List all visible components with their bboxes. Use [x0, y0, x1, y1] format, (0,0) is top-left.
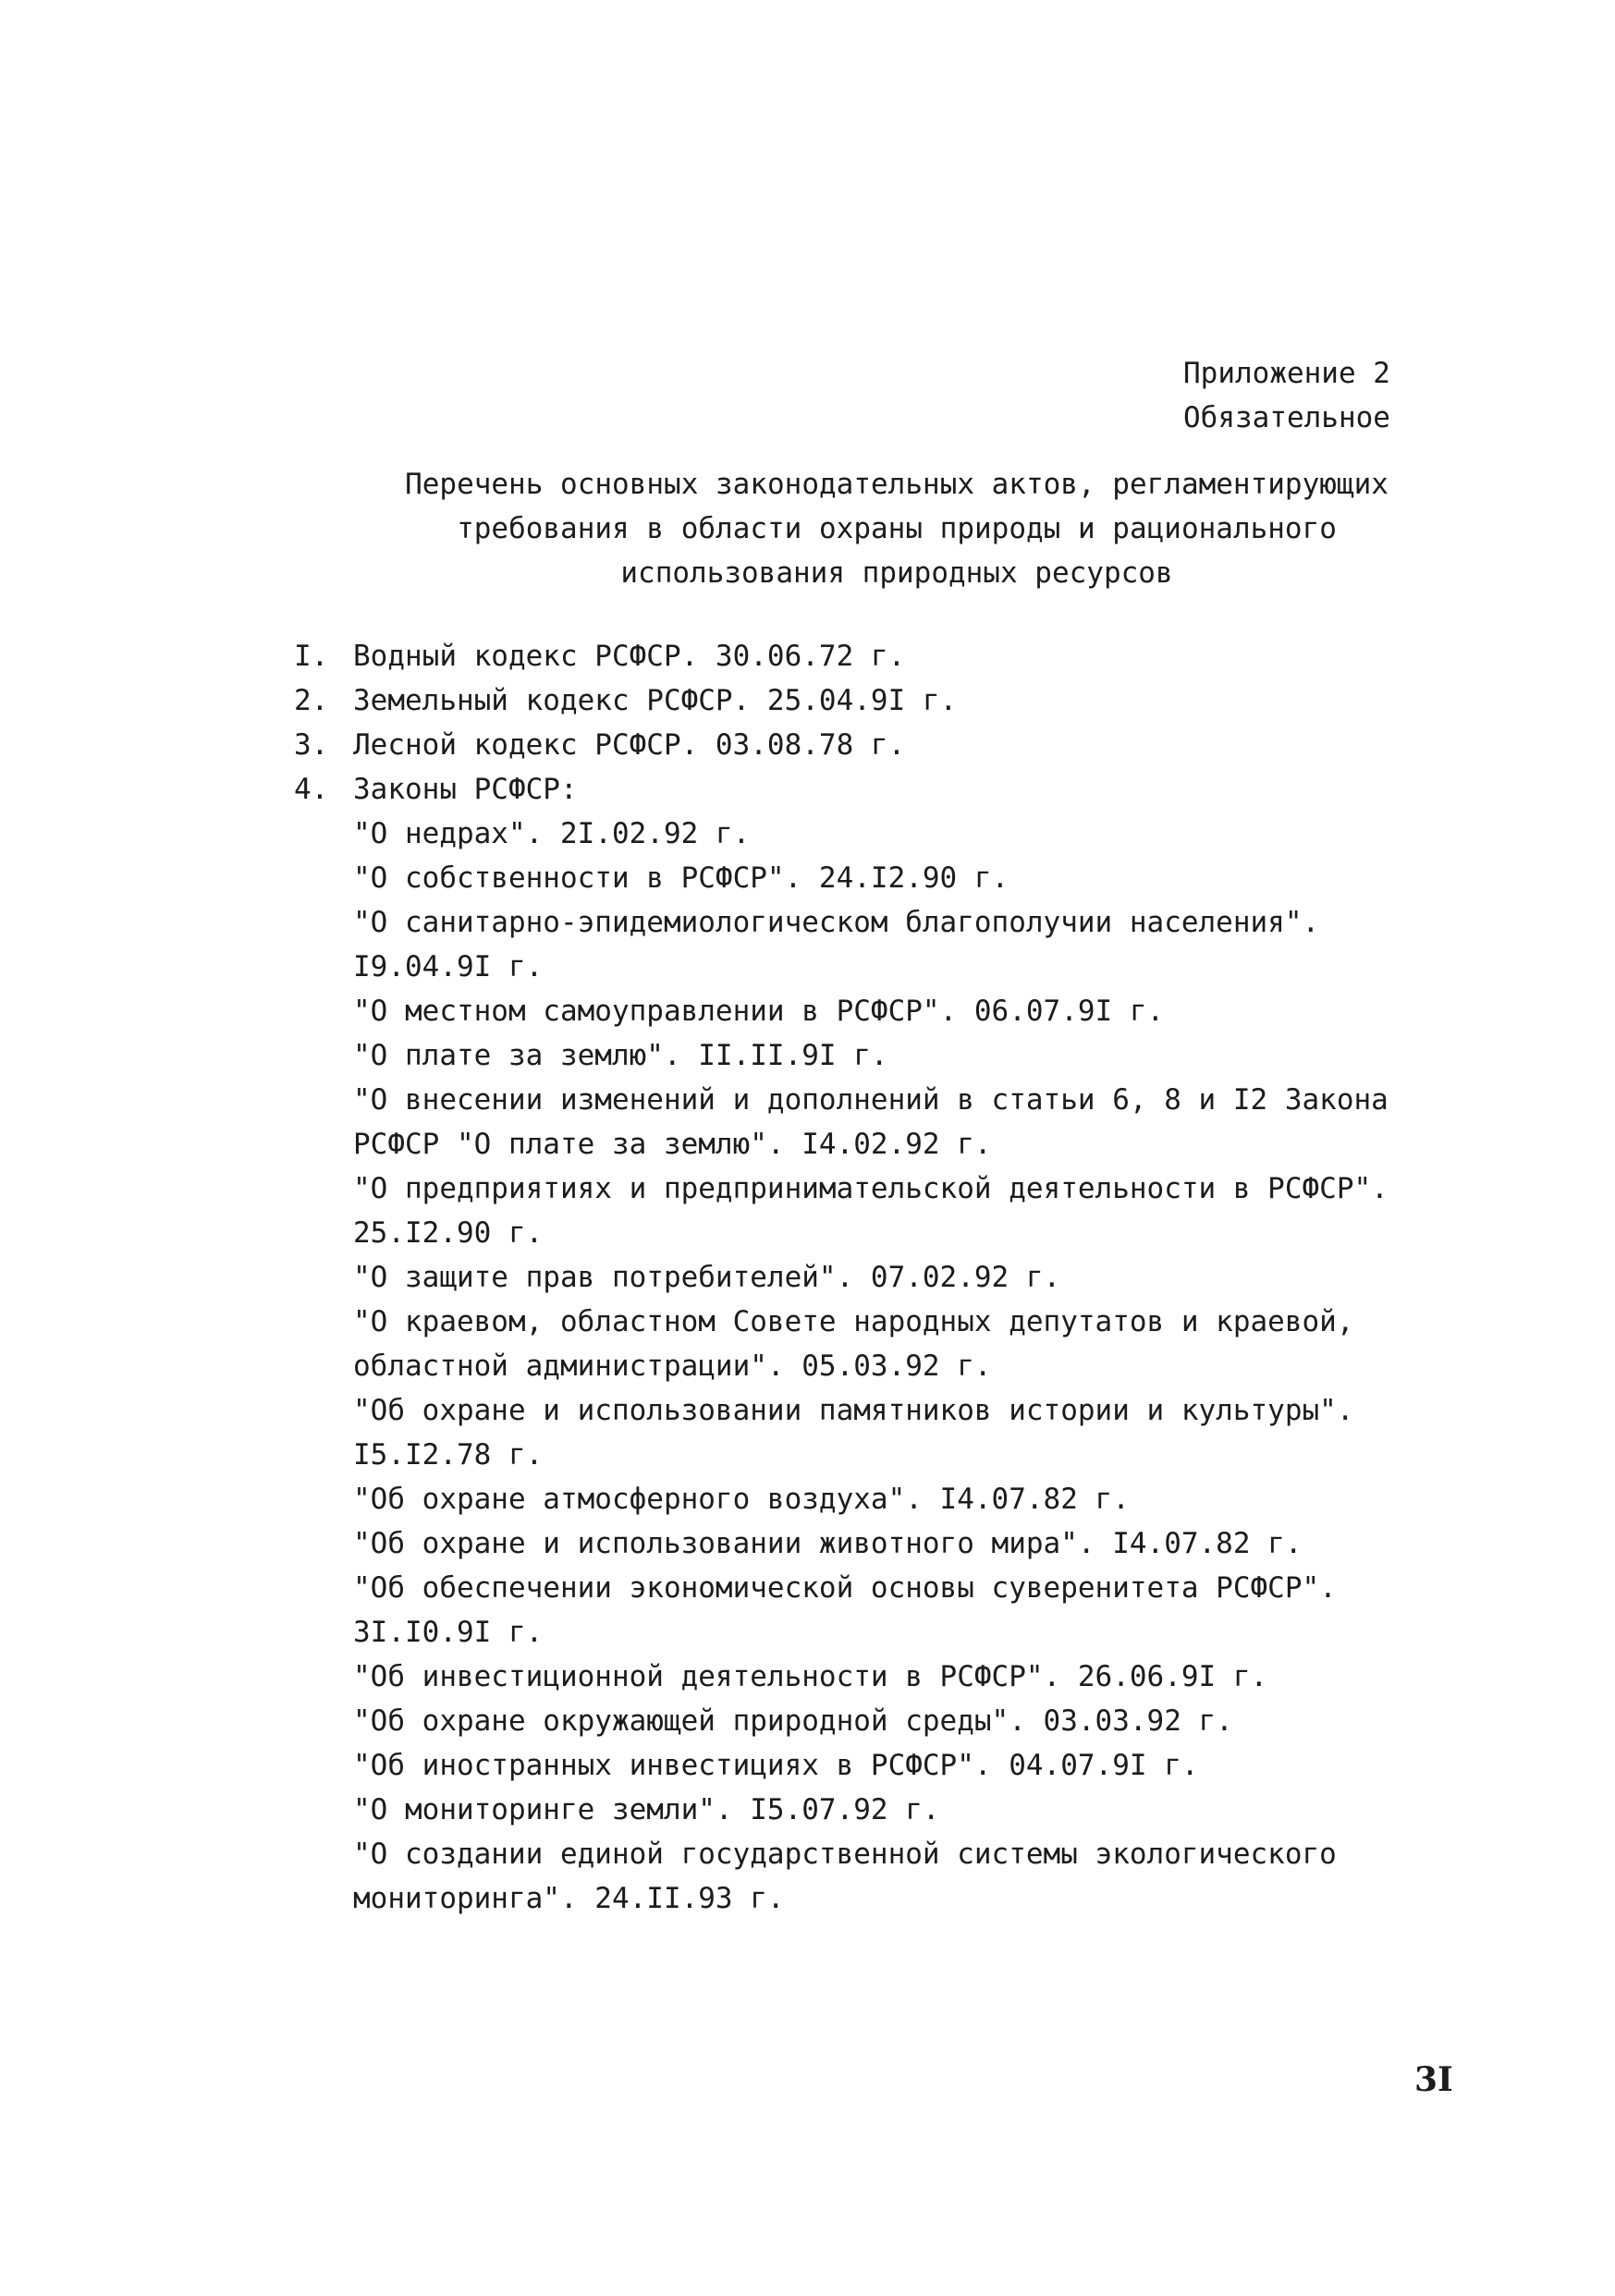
annex-label: Приложение 2	[1183, 357, 1390, 390]
title-line-3: использования природных ресурсов	[620, 556, 1173, 590]
law-entry	[353, 1832, 1496, 1921]
law-title: "Об охране окружающей природной среды". 03.03.92 г.	[353, 1704, 1233, 1738]
page-number: 3I	[1414, 2060, 1453, 2099]
item-number: I.	[294, 640, 329, 673]
law-entry	[353, 1255, 1496, 1300]
laws-list	[294, 812, 1496, 1921]
law-continuation: I9.04.9I г.	[353, 950, 544, 983]
law-continuation: мониторинга". 24.II.93 г.	[353, 1882, 785, 1915]
law-entry	[353, 856, 1496, 900]
law-title: "О краевом, областном Совете народных депутатов и краевой,	[353, 1305, 1354, 1338]
law-title: "О мониторинге земли". I5.07.92 г.	[353, 1793, 940, 1826]
law-entry	[353, 812, 1496, 856]
law-entry	[353, 989, 1496, 1033]
law-title: "О недрах". 2I.02.92 г.	[353, 817, 751, 850]
law-continuation: областной администрации". 05.03.92 г.	[353, 1350, 992, 1383]
item-number: 3.	[294, 728, 329, 762]
law-entry	[353, 1788, 1496, 1832]
law-title: "О плате за землю". II.II.9I г.	[353, 1039, 888, 1072]
law-title: "Об иностранных инвестициях в РСФСР". 04.07.9I г.	[353, 1749, 1199, 1782]
law-entry	[353, 1033, 1496, 1078]
law-title: "О создании единой государственной системы экологического	[353, 1838, 1337, 1871]
title-line-2: требования в области охраны природы и рационального	[457, 512, 1337, 545]
law-title: "О защите прав потребителей". 07.02.92 г.	[353, 1261, 1061, 1294]
law-title: "Об инвестиционной деятельности в РСФСР". 26.06.9I г.	[353, 1660, 1268, 1693]
law-continuation: РСФСР "О плате за землю". I4.02.92 г.	[353, 1128, 992, 1161]
law-continuation: I5.I2.78 г.	[353, 1438, 544, 1472]
item-text: Земельный кодекс РСФСР. 25.04.9I г.	[353, 684, 958, 717]
law-entry	[353, 1655, 1496, 1699]
law-entry	[353, 1300, 1496, 1388]
law-entry	[353, 1521, 1496, 1566]
law-entry	[353, 1078, 1496, 1166]
law-title: "О предприятиях и предпринимательской деятельности в РСФСР".	[353, 1172, 1389, 1205]
item-text: Лесной кодекс РСФСР. 03.08.78 г.	[353, 728, 906, 762]
list-item-4	[294, 767, 1496, 812]
law-entry	[353, 1699, 1496, 1743]
list-item-3	[294, 723, 1496, 767]
law-title: "О местном самоуправлении в РСФСР". 06.07.9I г.	[353, 995, 1165, 1028]
acts-list	[294, 634, 1496, 1921]
document-title	[351, 462, 1442, 595]
law-entry	[353, 1743, 1496, 1788]
item-text: Водный кодекс РСФСР. 30.06.72 г.	[353, 640, 906, 673]
item-number: 2.	[294, 684, 329, 717]
law-entry	[353, 1166, 1496, 1255]
law-title: "Об охране и использовании животного мира". I4.07.82 г.	[353, 1527, 1303, 1560]
title-line-1: Перечень основных законодательных актов, регламентирующих	[405, 468, 1389, 501]
list-item-2	[294, 678, 1496, 723]
law-continuation: 25.I2.90 г.	[353, 1216, 544, 1250]
law-entry	[353, 900, 1496, 989]
item-number: 4.	[294, 773, 329, 806]
law-title: "О собственности в РСФСР". 24.I2.90 г.	[353, 861, 1009, 895]
law-title: "О санитарно-эпидемиологическом благополучии населения".	[353, 906, 1320, 939]
list-item-1	[294, 634, 1496, 678]
law-entry	[353, 1566, 1496, 1655]
law-title: "Об охране и использовании памятников истории и культуры".	[353, 1394, 1354, 1427]
law-title: "Об охране атмосферного воздуха". I4.07.82 г.	[353, 1483, 1130, 1516]
item-text: Законы РСФСР:	[353, 773, 578, 806]
law-continuation: 3I.I0.9I г.	[353, 1616, 544, 1649]
annex-status: Обязательное	[1183, 401, 1390, 434]
law-entry	[353, 1388, 1496, 1477]
law-title: "О внесении изменений и дополнений в статьи 6, 8 и I2 Закона	[353, 1083, 1389, 1117]
annex-header	[1183, 351, 1553, 440]
law-title: "Об обеспечении экономической основы суверенитета РСФСР".	[353, 1571, 1337, 1605]
law-entry	[353, 1477, 1496, 1521]
